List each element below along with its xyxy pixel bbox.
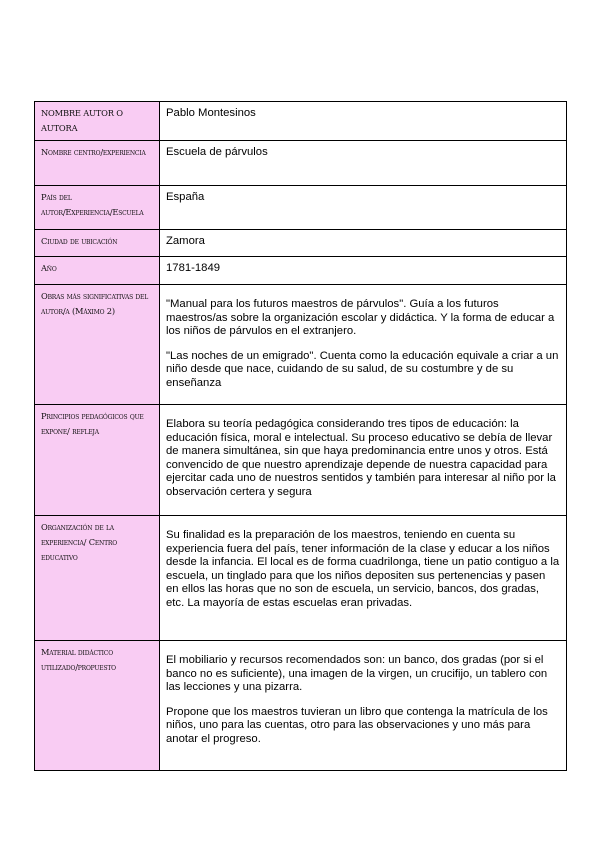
row-value-country: España [160, 186, 567, 230]
table-row [35, 186, 567, 230]
row-label-organization: Organización de la experiencia/ Centro educativo [35, 516, 160, 641]
organization-paragraph: Su finalidad es la preparación de los maestros, teniendo en cuenta su experiencia fuera del país, tener información de la clase y educar a los niños desde la infancia. El local es de forma cuadrilonga, tiene un patio contiguo a la escuela, un tinglado para que los niños depositen sus pertenencias y pasen en ellos las horas que no son de escuela, un servicio, bancos, dos gradas, etc. La mayoría de estas escuelas eran privadas. [166, 529, 560, 609]
row-label-country: País del autor/Experiencia/Escuela [35, 186, 160, 230]
author-info-table [34, 101, 567, 771]
row-value-works [160, 285, 567, 405]
row-value-city: Zamora [160, 230, 567, 257]
table-row [35, 230, 567, 257]
works-paragraph-1: "Manual para los futuros maestros de párvulos". Guía a los futuros maestros/as sobre la organización escolar y didáctica. Y la forma de educar a los niños de párvulos en el extranjero. [166, 298, 555, 338]
row-label-material: Material didáctico utilizado/propuesto [35, 641, 160, 771]
row-label-works: Obras más significativas del autor/a (Máximo 2) [35, 285, 160, 405]
row-label-year: Año [35, 257, 160, 285]
table-row [35, 257, 567, 285]
row-value-author: Pablo Montesinos [160, 102, 567, 141]
row-label-city: Ciudad de ubicación [35, 230, 160, 257]
row-label-author: NOMBRE AUTOR O AUTORA [35, 102, 160, 141]
table-row [35, 405, 567, 516]
row-value-principles [160, 405, 567, 516]
row-value-year: 1781-1849 [160, 257, 567, 285]
material-paragraph-2: Propone que los maestros tuvieran un libro que contenga la matrícula de los niños, uno para las cuentas, otro para las observaciones y uno más para anotar el progreso. [166, 705, 548, 745]
principles-paragraph: Elabora su teoría pedagógica considerando tres tipos de educación: la educación física, moral e intelectual. Su proceso educativo se debía de llevar de manera simultánea, sin que haya predominancia entre unos y otros. Está convencido de que nuestro aprendizaje depende de nuestra capacidad para ejercitar cada uno de nuestros sentidos y también para interesar al niño por la observación certera y segura [166, 418, 556, 498]
row-value-center: Escuela de párvulos [160, 141, 567, 186]
material-paragraph-1: El mobiliario y recursos recomendados son: un banco, dos gradas (por si el banco no es suficiente), una imagen de la virgen, un crucifijo, un tablero con las lecciones y una pizarra. [166, 654, 548, 694]
table-row [35, 641, 567, 771]
table-row [35, 102, 567, 141]
table-row [35, 285, 567, 405]
row-value-organization [160, 516, 567, 641]
row-value-material [160, 641, 567, 771]
table-row [35, 141, 567, 186]
works-paragraph-2: "Las noches de un emigrado". Cuenta como la educación equivale a criar a un niño desde que nace, cuidando de su salud, de su costumbre y de su enseñanza [166, 349, 559, 389]
row-label-principles: Principios pedagógicos que expone/ refleja [35, 405, 160, 516]
table-row [35, 516, 567, 641]
row-label-center: Nombre centro/experiencia [35, 141, 160, 186]
